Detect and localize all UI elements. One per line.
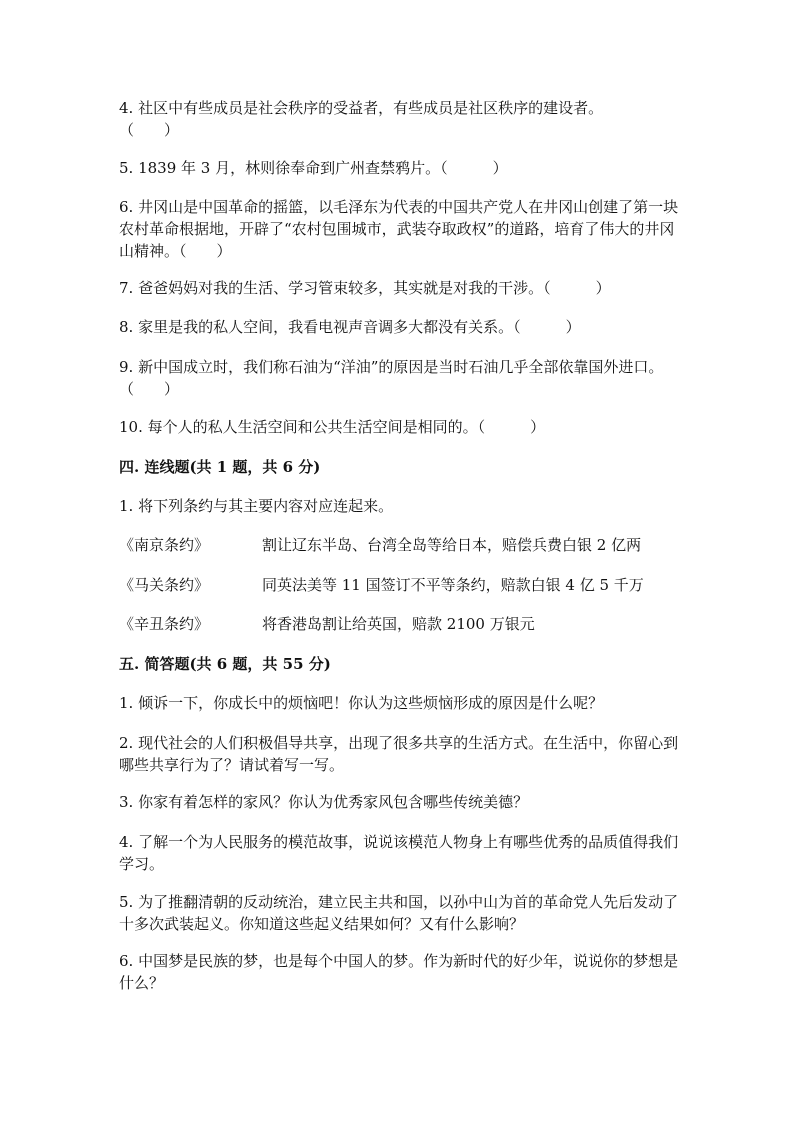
short-answer-3: 3. 你家有着怎样的家风？你认为优秀家风包含哪些传统美德？ [119,793,529,811]
treaty-name: 《马关条约》 [119,576,210,594]
section-5-heading: 五. 简答题(共 6 题，共 55 分) [119,655,331,673]
short-answer-1: 1. 倾诉一下，你成长中的烦恼吧！你认为这些烦恼形成的原因是什么呢？ [119,694,604,712]
treaty-name: 《南京条约》 [119,536,210,554]
short-answer-2: 2. 现代社会的人们积极倡导共享，出现了很多共享的生活方式。在生活中，你留心到哪些共享行为了？请试着写一写。 [119,734,679,774]
treaty-row [119,613,535,635]
judgement-item-7: 7. 爸爸妈妈对我的生活、学习管束较多，其实就是对我的干涉。（ ） [119,279,611,297]
treaty-content: 同英法美等 11 国签订不平等条约，赔款白银 4 亿 5 千万 [262,576,644,594]
short-answer-5: 5. 为了推翻清朝的反动统治，建立民主共和国，以孙中山为首的革命党人先后发动了十多次武装起义。你知道这些起义结果如何？又有什么影响？ [119,893,679,933]
treaty-name: 《辛丑条约》 [119,615,210,633]
matching-question: 1. 将下列条约与其主要内容对应连起来。 [119,497,394,515]
judgement-item-10: 10. 每个人的私人生活空间和公共生活空间是相同的。（ ） [119,418,546,436]
judgement-item-4: 4. 社区中有些成员是社会秩序的受益者，有些成员是社区秩序的建设者。 （ ） [119,99,604,139]
judgement-item-6: 6. 井冈山是中国革命的摇篮，以毛泽东为代表的中国共产党人在井冈山创建了第一块农村革命根据地，开辟了“农村包围城市，武装夺取政权”的道路，培育了伟大的井冈山精神。（ ） [119,198,679,260]
judgement-item-5: 5. 1839 年 3 月，林则徐奉命到广州查禁鸦片。（ ） [119,159,508,177]
treaty-row [119,574,644,596]
judgement-item-8: 8. 家里是我的私人空间，我看电视声音调多大都没有关系。（ ） [119,318,581,336]
short-answer-6: 6. 中国梦是民族的梦，也是每个中国人的梦。作为新时代的好少年，说说你的梦想是什么？ [119,952,679,992]
judgement-item-9: 9. 新中国成立时，我们称石油为“洋油”的原因是当时石油几乎全部依靠国外进口。（ ） [119,358,664,398]
short-answer-4: 4. 了解一个为人民服务的模范故事，说说该模范人物身上有哪些优秀的品质值得我们学习。 [119,833,679,873]
treaty-content: 将香港岛割让给英国，赔款 2100 万银元 [262,615,535,633]
section-4-heading: 四. 连线题(共 1 题，共 6 分) [119,458,321,476]
treaty-row [119,534,641,556]
treaty-content: 割让辽东半岛、台湾全岛等给日本，赔偿兵费白银 2 亿两 [262,536,642,554]
